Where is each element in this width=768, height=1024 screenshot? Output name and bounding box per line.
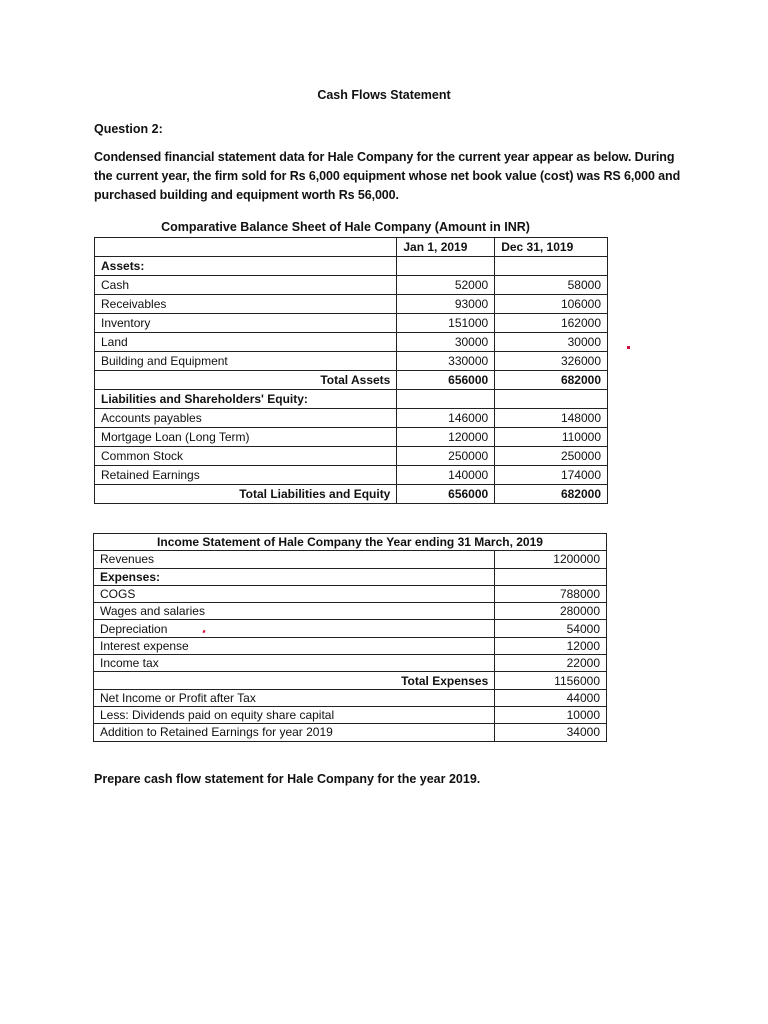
total-label: Total Assets (95, 371, 397, 390)
table-caption-row (94, 534, 607, 551)
row-label: Mortgage Loan (Long Term) (95, 428, 397, 447)
table-row (94, 585, 607, 602)
row-label: Retained Earnings (95, 466, 397, 485)
table-row (94, 568, 607, 585)
table-row (95, 276, 608, 295)
cell-value: 330000 (397, 352, 495, 371)
header-cell: Dec 31, 1019 (495, 238, 608, 257)
total-value: 682000 (495, 371, 608, 390)
row-label: Cash (95, 276, 397, 295)
table-row (95, 466, 608, 485)
table-row (95, 352, 608, 371)
cell-value: 22000 (495, 655, 607, 672)
table-row (94, 706, 607, 723)
table-row (94, 655, 607, 672)
row-label: Revenues (94, 551, 495, 568)
table-row (95, 295, 608, 314)
cell-value: 140000 (397, 466, 495, 485)
balance-sheet-caption: Comparative Balance Sheet of Hale Company (Amount in INR) (161, 220, 530, 234)
total-row (95, 485, 608, 504)
document-title: Cash Flows Statement (317, 88, 451, 102)
table-row (95, 428, 608, 447)
table-row (94, 637, 607, 654)
table-row (94, 551, 607, 568)
cell-value: 280000 (495, 603, 607, 620)
total-label: Total Liabilities and Equity (95, 485, 397, 504)
section-label: Liabilities and Shareholders' Equity: (95, 390, 397, 409)
row-label: Accounts payables (95, 409, 397, 428)
cell-value: 110000 (495, 428, 608, 447)
total-label: Total Expenses (94, 672, 495, 689)
income-statement-table (93, 533, 607, 742)
header-cell (95, 238, 397, 257)
row-label: Wages and salaries (94, 603, 495, 620)
row-label: Net Income or Profit after Tax (94, 689, 495, 706)
row-label: Inventory (95, 314, 397, 333)
table-row (95, 333, 608, 352)
table-row (95, 257, 608, 276)
row-label: Building and Equipment (95, 352, 397, 371)
cell-value: 93000 (397, 295, 495, 314)
cell-value: 30000 (397, 333, 495, 352)
cell-value: 250000 (495, 447, 608, 466)
row-label: Land (95, 333, 397, 352)
cell-value: 146000 (397, 409, 495, 428)
cell-value: 44000 (495, 689, 607, 706)
cell-value: 12000 (495, 637, 607, 654)
total-value: 656000 (397, 485, 495, 504)
cell-value: 151000 (397, 314, 495, 333)
total-value: 656000 (397, 371, 495, 390)
cell-value (397, 257, 495, 276)
table-row (95, 409, 608, 428)
cell-value: 162000 (495, 314, 608, 333)
table-row (95, 390, 608, 409)
cell-value: 250000 (397, 447, 495, 466)
cell-value: 326000 (495, 352, 608, 371)
row-label: Depreciation (94, 620, 495, 637)
cell-value (495, 390, 608, 409)
cell-value: 52000 (397, 276, 495, 295)
header-cell: Jan 1, 2019 (397, 238, 495, 257)
row-label: Interest expense (94, 637, 495, 654)
total-value: 1156000 (495, 672, 607, 689)
table-row (94, 620, 607, 637)
total-row (95, 371, 608, 390)
row-label: Income tax (94, 655, 495, 672)
cell-value: 106000 (495, 295, 608, 314)
table-header-row (95, 238, 608, 257)
total-row (94, 672, 607, 689)
cell-value: 30000 (495, 333, 608, 352)
cell-value: 1200000 (495, 551, 607, 568)
cell-value: 58000 (495, 276, 608, 295)
table-row (94, 603, 607, 620)
row-label: Receivables (95, 295, 397, 314)
cell-value: 120000 (397, 428, 495, 447)
row-label: Addition to Retained Earnings for year 2019 (94, 724, 495, 741)
total-value: 682000 (495, 485, 608, 504)
instruction-text: Prepare cash flow statement for Hale Company for the year 2019. (94, 772, 481, 786)
question-label: Question 2: (94, 122, 163, 136)
table-row (94, 724, 607, 741)
table-row (94, 689, 607, 706)
section-label: Assets: (95, 257, 397, 276)
table-row (95, 447, 608, 466)
cell-value (495, 568, 607, 585)
table-row (95, 314, 608, 333)
row-label: Less: Dividends paid on equity share capital (94, 706, 495, 723)
question-paragraph: Condensed financial statement data for Hale Company for the current year appear as below. During the current year, the firm sold for Rs 6,000 equipment whose net book value (cost) was RS 6,000 and purchased building and equipment worth Rs 56,000. (94, 150, 681, 202)
income-statement-caption: Income Statement of Hale Company the Year ending 31 March, 2019 (94, 534, 607, 551)
cell-value: 788000 (495, 585, 607, 602)
cell-value (495, 257, 608, 276)
section-label: Expenses: (94, 568, 495, 585)
cell-value: 34000 (495, 724, 607, 741)
row-label: COGS (94, 585, 495, 602)
cell-value: 148000 (495, 409, 608, 428)
balance-sheet-table (94, 237, 608, 504)
cell-value: 10000 (495, 706, 607, 723)
cell-value (397, 390, 495, 409)
cell-value: 174000 (495, 466, 608, 485)
cell-value: 54000 (495, 620, 607, 637)
red-dot-mark (627, 346, 630, 349)
row-label: Common Stock (95, 447, 397, 466)
